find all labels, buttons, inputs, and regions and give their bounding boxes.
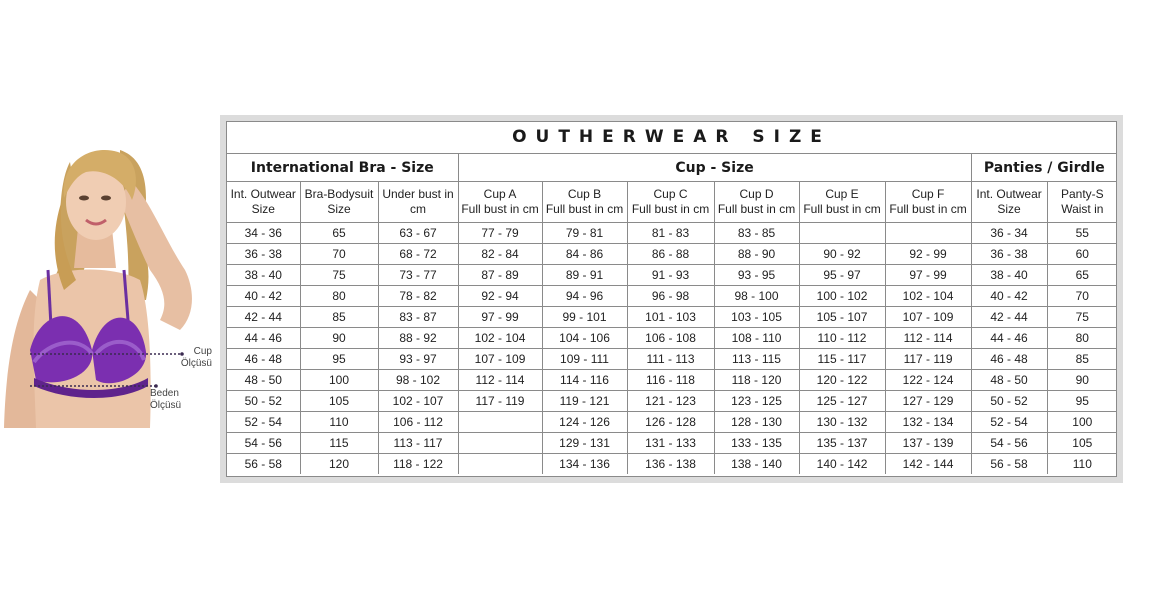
table-cell: 102 - 107: [378, 391, 458, 412]
column-header: [542, 182, 627, 223]
table-cell: 107 - 109: [885, 307, 971, 328]
column-header: [458, 182, 542, 223]
table-cell: 97 - 99: [458, 307, 542, 328]
table-cell: 75: [1047, 307, 1117, 328]
group-header-row: [227, 154, 1117, 182]
table-cell: 138 - 140: [714, 454, 799, 475]
table-cell: 56 - 58: [971, 454, 1047, 475]
table-cell: 118 - 122: [378, 454, 458, 475]
table-cell: 125 - 127: [799, 391, 885, 412]
table-cell: 44 - 46: [971, 328, 1047, 349]
table-cell: 46 - 48: [227, 349, 300, 370]
table-cell: 60: [1047, 244, 1117, 265]
column-header: [378, 182, 458, 223]
column-header: [1047, 182, 1117, 223]
table-cell: 104 - 106: [542, 328, 627, 349]
column-header: [885, 182, 971, 223]
table-cell: 94 - 96: [542, 286, 627, 307]
column-header: [627, 182, 714, 223]
table-cell: 95: [1047, 391, 1117, 412]
column-header-line: Cup B: [567, 187, 602, 201]
table-cell: 54 - 56: [971, 433, 1047, 454]
group-panties-girdle: Panties / Girdle: [971, 154, 1117, 182]
table-cell: 83 - 87: [378, 307, 458, 328]
column-header-line: Cup E: [825, 187, 859, 201]
table-cell: 101 - 103: [627, 307, 714, 328]
table-cell: 113 - 115: [714, 349, 799, 370]
table-cell: 114 - 116: [542, 370, 627, 391]
column-header-line: Cup F: [911, 187, 945, 201]
table-cell: 93 - 95: [714, 265, 799, 286]
table-cell: 46 - 48: [971, 349, 1047, 370]
table-cell: 98 - 100: [714, 286, 799, 307]
table-cell: 78 - 82: [378, 286, 458, 307]
table-row: [227, 433, 1117, 454]
table-cell: 112 - 114: [458, 370, 542, 391]
table-cell: 56 - 58: [227, 454, 300, 475]
table-cell: 106 - 108: [627, 328, 714, 349]
column-header-line: cm: [410, 202, 426, 216]
table-cell: 90 - 92: [799, 244, 885, 265]
table-row: [227, 223, 1117, 244]
column-header-line: Cup D: [739, 187, 774, 201]
table-cell: 110: [300, 412, 378, 433]
column-header: [300, 182, 378, 223]
column-header-line: Size: [327, 202, 351, 216]
table-row: [227, 265, 1117, 286]
table-row: [227, 328, 1117, 349]
table-cell: 80: [1047, 328, 1117, 349]
table-cell: 93 - 97: [378, 349, 458, 370]
table-cell: 127 - 129: [885, 391, 971, 412]
table-row: [227, 391, 1117, 412]
table-cell: 122 - 124: [885, 370, 971, 391]
column-header: [799, 182, 885, 223]
table-cell: 132 - 134: [885, 412, 971, 433]
table-cell: 50 - 52: [971, 391, 1047, 412]
table-cell: 135 - 137: [799, 433, 885, 454]
table-cell: 42 - 44: [971, 307, 1047, 328]
table-row: [227, 286, 1117, 307]
table-cell: 120 - 122: [799, 370, 885, 391]
beden-label-line1: Beden: [150, 388, 179, 399]
column-header-line: Size: [997, 202, 1021, 216]
group-cup-size: Cup - Size: [458, 154, 971, 182]
column-header-line: Int. Outwear: [976, 187, 1042, 201]
table-cell: 110 - 112: [799, 328, 885, 349]
column-header: [971, 182, 1047, 223]
group-international-bra: International Bra - Size: [227, 154, 458, 182]
table-cell: 131 - 133: [627, 433, 714, 454]
table-cell: 105 - 107: [799, 307, 885, 328]
table-cell: 38 - 40: [227, 265, 300, 286]
table-cell: 63 - 67: [378, 223, 458, 244]
table-cell: 92 - 99: [885, 244, 971, 265]
table-cell: 111 - 113: [627, 349, 714, 370]
table-cell: 120: [300, 454, 378, 475]
table-cell: 137 - 139: [885, 433, 971, 454]
table-cell: 79 - 81: [542, 223, 627, 244]
table-row: [227, 412, 1117, 433]
column-header-line: Panty-S: [1060, 187, 1104, 201]
table-cell: 80: [300, 286, 378, 307]
table-cell: 109 - 111: [542, 349, 627, 370]
table-cell: 115 - 117: [799, 349, 885, 370]
table-cell: 90: [1047, 370, 1117, 391]
column-header-line: Size: [251, 202, 275, 216]
column-header-line: Full bust in cm: [545, 202, 624, 216]
table-cell: 91 - 93: [627, 265, 714, 286]
table-cell: 103 - 105: [714, 307, 799, 328]
table-cell: 100 - 102: [799, 286, 885, 307]
table-cell: 96 - 98: [627, 286, 714, 307]
column-header-line: Full bust in cm: [889, 202, 967, 216]
table-cell: 36 - 38: [227, 244, 300, 265]
table-cell: 113 - 117: [378, 433, 458, 454]
table-cell: 44 - 46: [227, 328, 300, 349]
column-header-row: [227, 182, 1117, 223]
size-table-frame: [220, 115, 1123, 483]
table-cell: 40 - 42: [971, 286, 1047, 307]
table-cell: 99 - 101: [542, 307, 627, 328]
cup-label-line1: Cup: [193, 346, 212, 357]
table-cell: 97 - 99: [885, 265, 971, 286]
table-row: [227, 349, 1117, 370]
table-cell: 40 - 42: [227, 286, 300, 307]
table-cell: 85: [300, 307, 378, 328]
table-cell: 50 - 52: [227, 391, 300, 412]
table-cell: 107 - 109: [458, 349, 542, 370]
table-cell: 102 - 104: [458, 328, 542, 349]
column-header-line: Waist in: [1061, 202, 1104, 216]
column-header-line: Full bust in cm: [803, 202, 881, 216]
table-cell: 130 - 132: [799, 412, 885, 433]
column-header-line: Full bust in cm: [461, 202, 539, 216]
table-cell: 124 - 126: [542, 412, 627, 433]
table-cell: [458, 454, 542, 475]
table-cell: 106 - 112: [378, 412, 458, 433]
column-header: [714, 182, 799, 223]
table-cell: 48 - 50: [971, 370, 1047, 391]
table-row: [227, 307, 1117, 328]
table-cell: 84 - 86: [542, 244, 627, 265]
table-cell: 54 - 56: [227, 433, 300, 454]
table-cell: 34 - 36: [227, 223, 300, 244]
table-cell: 70: [300, 244, 378, 265]
table-cell: 48 - 50: [227, 370, 300, 391]
table-cell: 87 - 89: [458, 265, 542, 286]
column-header-line: Cup C: [653, 187, 688, 201]
table-cell: [458, 433, 542, 454]
table-cell: 134 - 136: [542, 454, 627, 475]
cup-label-line2: Ölçüsü: [180, 358, 212, 369]
column-header-line: Bra-Bodysuit: [304, 187, 374, 201]
table-cell: 117 - 119: [885, 349, 971, 370]
table-cell: 65: [1047, 265, 1117, 286]
table-cell: 52 - 54: [971, 412, 1047, 433]
column-header-line: Under bust in: [382, 187, 454, 201]
table-cell: 65: [300, 223, 378, 244]
table-cell: 75: [300, 265, 378, 286]
model-photo: [0, 140, 222, 430]
table-cell: 100: [300, 370, 378, 391]
table-cell: 129 - 131: [542, 433, 627, 454]
column-header-line: Cup A: [483, 187, 517, 201]
table-cell: 142 - 144: [885, 454, 971, 475]
table-cell: 68 - 72: [378, 244, 458, 265]
table-cell: 85: [1047, 349, 1117, 370]
table-cell: 86 - 88: [627, 244, 714, 265]
cup-measure-label: [178, 346, 212, 370]
beden-label-line2: Ölçüsü: [150, 400, 182, 411]
table-cell: 102 - 104: [885, 286, 971, 307]
table-title: OUTHERWEAR SIZE: [227, 122, 1116, 154]
column-header-line: Full bust in cm: [717, 202, 796, 216]
table-cell: 128 - 130: [714, 412, 799, 433]
table-cell: 42 - 44: [227, 307, 300, 328]
table-cell: 105: [1047, 433, 1117, 454]
table-cell: 133 - 135: [714, 433, 799, 454]
table-cell: 100: [1047, 412, 1117, 433]
table-cell: 77 - 79: [458, 223, 542, 244]
table-cell: 98 - 102: [378, 370, 458, 391]
table-cell: 38 - 40: [971, 265, 1047, 286]
table-cell: 81 - 83: [627, 223, 714, 244]
table-cell: 119 - 121: [542, 391, 627, 412]
table-cell: 105: [300, 391, 378, 412]
beden-measure-label: [150, 388, 190, 412]
table-cell: 82 - 84: [458, 244, 542, 265]
table-cell: 126 - 128: [627, 412, 714, 433]
table-cell: 115: [300, 433, 378, 454]
column-header-line: Full bust in cm: [631, 202, 710, 216]
table-cell: 52 - 54: [227, 412, 300, 433]
table-cell: 36 - 34: [971, 223, 1047, 244]
table-cell: 110: [1047, 454, 1117, 475]
size-table-sheet: [226, 121, 1117, 477]
table-cell: 89 - 91: [542, 265, 627, 286]
table-cell: 108 - 110: [714, 328, 799, 349]
table-cell: [458, 412, 542, 433]
table-cell: 117 - 119: [458, 391, 542, 412]
table-cell: 121 - 123: [627, 391, 714, 412]
table-cell: 83 - 85: [714, 223, 799, 244]
table-cell: 140 - 142: [799, 454, 885, 475]
size-table: [227, 154, 1117, 474]
table-cell: 118 - 120: [714, 370, 799, 391]
table-cell: 92 - 94: [458, 286, 542, 307]
table-cell: 88 - 90: [714, 244, 799, 265]
table-row: [227, 370, 1117, 391]
table-cell: [799, 223, 885, 244]
column-header: [227, 182, 300, 223]
column-header-line: Int. Outwear: [230, 187, 296, 201]
table-cell: 136 - 138: [627, 454, 714, 475]
table-cell: 112 - 114: [885, 328, 971, 349]
table-cell: 88 - 92: [378, 328, 458, 349]
table-cell: [885, 223, 971, 244]
table-cell: 55: [1047, 223, 1117, 244]
table-cell: 73 - 77: [378, 265, 458, 286]
table-cell: 95 - 97: [799, 265, 885, 286]
table-cell: 116 - 118: [627, 370, 714, 391]
table-cell: 36 - 38: [971, 244, 1047, 265]
table-cell: 70: [1047, 286, 1117, 307]
table-body: [227, 223, 1117, 475]
table-cell: 90: [300, 328, 378, 349]
table-row: [227, 244, 1117, 265]
table-row: [227, 454, 1117, 475]
table-cell: 123 - 125: [714, 391, 799, 412]
table-cell: 95: [300, 349, 378, 370]
